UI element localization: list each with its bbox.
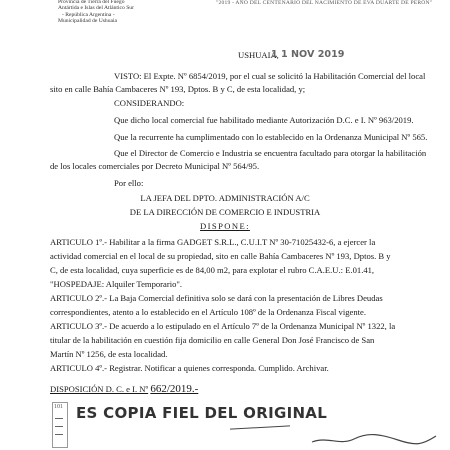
visto-line-1: VISTO: El Expte. Nº 6854/2019, por el cual se solicitó la Habilitación Comercial del local [114, 71, 426, 81]
date-stamp [271, 49, 344, 60]
article-1-line-1: ARTICULO 1º.- Habilitar a la firma GADGET S.R.L., C.U.I.T Nº 30-71025432-6, a ejercer la [50, 237, 376, 247]
article-1-line-2: actividad comercial en el local de su propiedad, sito en calle Bahía Cambaceres Nº 193, Dptos. B y [50, 251, 391, 261]
date-city: USHUAIA, [238, 50, 279, 60]
authority-line-2: DE LA DIRECCIÓN DE COMERCIO E INDUSTRIA [129, 207, 321, 217]
article-2-line-1: ARTICULO 2º.- La Baja Comercial definitiva solo se dará con la presentación de Libres Deudas [50, 293, 383, 303]
header-motto: "2019 - AÑO DEL CENTENARIO DEL NACIMIENTO DE EVA DUARTE DE PERÓN" [216, 0, 433, 6]
signature-scribble [310, 430, 440, 450]
header-line: - República Argentina - [62, 11, 115, 18]
folio-mark-2 [55, 426, 63, 427]
copy-stamp: ES COPIA FIEL DEL ORIGINAL [76, 404, 328, 422]
article-1-line-4: "HOSPEDAJE: Alquiler Temporario". [50, 279, 183, 289]
dispone-text: DISPONE: [200, 221, 250, 231]
folio-number: 101 [54, 404, 63, 410]
article-1-line-3: C, de esta localidad, cuya superficie es de 84,00 m2, para explotar el rubro C.A.E.U.: E.01.41, [50, 265, 375, 275]
folio-mark-1 [55, 418, 63, 419]
disposicion-line [50, 383, 198, 396]
header-line: Provincia de Tierra del Fuego [58, 0, 125, 5]
considerando-2: Que la recurrente ha cumplimentado con lo establecido en la Ordenanza Municipal Nº 565. [114, 132, 428, 142]
date-stamp-text: 1 1 NOV 2019 [271, 49, 345, 60]
signature-stroke [230, 425, 290, 429]
header-line: Antártida e Islas del Atlántico Sur [58, 5, 134, 12]
authority-line-1: LA JEFA DEL DPTO. ADMINISTRACIÓN A/C [140, 193, 310, 203]
folio-mark-3 [55, 434, 63, 435]
por-ello: Por ello: [114, 178, 144, 188]
dispone-heading [0, 220, 450, 233]
header-block [58, 0, 134, 25]
visto-line-2: sito en calle Bahía Cambaceres Nº 193, Dptos. B y C, de esta localidad, y; [50, 84, 306, 94]
disposicion-number: 662/2019.- [150, 383, 199, 395]
considerando-3-line-1: Que el Director de Comercio e Industria se encuentra facultado para otorgar la habilitación [114, 148, 427, 158]
article-2-line-2: correspondientes, atento a lo establecido en el Artículo 108º de la Ordenanza Fiscal vigente. [50, 307, 366, 317]
article-3-line-2: titular de la habilitación en cuestión fija domicilio en calle General Don José Francisco de San [50, 335, 375, 345]
considerando-1: Que dicho local comercial fue habilitado mediante Autorización D.C. e I. Nº 963/2019. [114, 115, 414, 125]
article-3-line-3: Martín Nº 1256, de esta localidad. [50, 349, 168, 359]
disposicion-label: DISPOSICIÓN D. C. e I. Nº [50, 384, 149, 394]
header-line: Municipalidad de Ushuaia [58, 18, 118, 25]
considerando-3-line-2: de los locales comerciales por Decreto Municipal Nº 564/95. [50, 161, 260, 171]
article-3-line-1: ARTICULO 3º.- De acuerdo a lo estipulado en el Artículo 7º de la Ordenanza Municipal Nº 1322, la [50, 321, 396, 331]
considerando-heading: CONSIDERANDO: [114, 98, 185, 108]
article-4: ARTICULO 4º.- Registrar. Notificar a quienes corresponda. Cumplido. Archivar. [50, 363, 329, 373]
